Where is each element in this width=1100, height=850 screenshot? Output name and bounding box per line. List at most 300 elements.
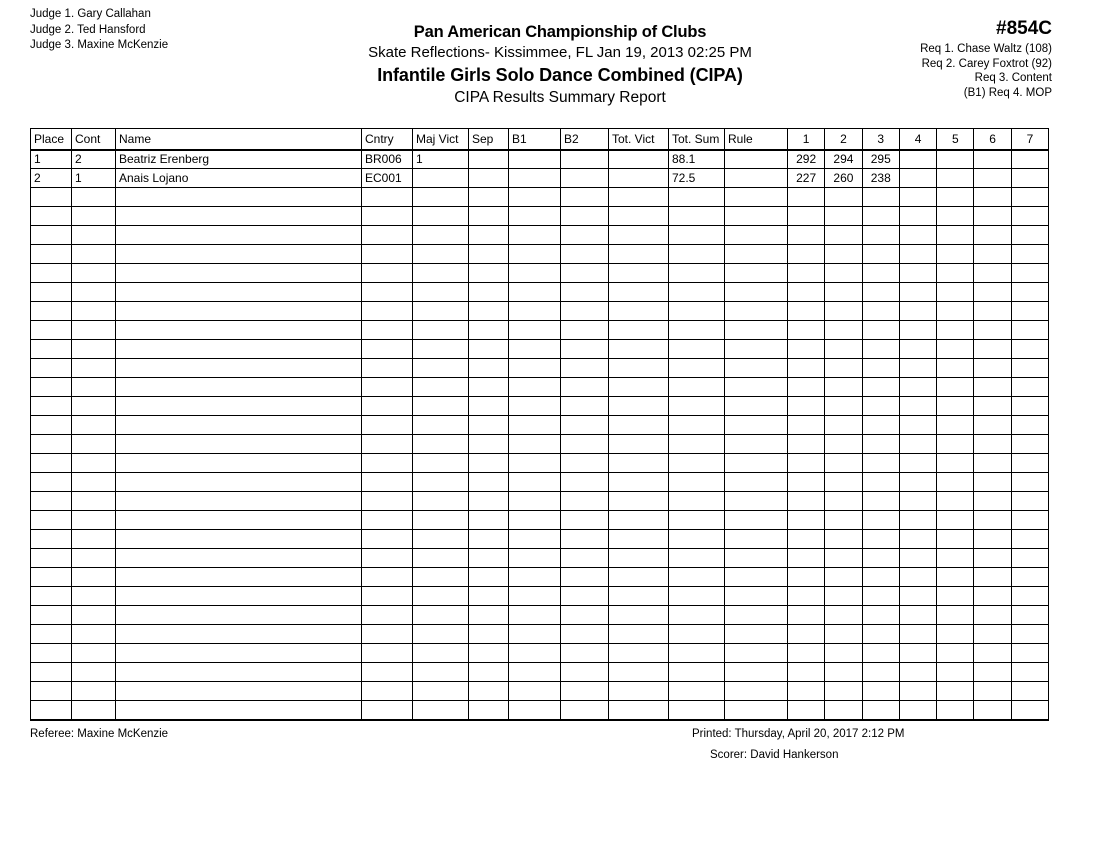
cell-empty <box>561 397 609 416</box>
cell-empty <box>725 511 788 530</box>
cell-empty <box>469 511 509 530</box>
cell-judge-4 <box>899 150 936 169</box>
cell-empty <box>116 340 362 359</box>
cell-empty <box>825 492 862 511</box>
cell-empty <box>561 663 609 682</box>
cell-empty <box>1011 340 1048 359</box>
cell-empty <box>116 188 362 207</box>
page-title: Infantile Girls Solo Dance Combined (CIPA) <box>377 65 743 85</box>
cell-empty <box>725 530 788 549</box>
cell-empty <box>362 359 413 378</box>
cell-judge-5 <box>937 150 974 169</box>
cell-empty <box>509 549 561 568</box>
cell-empty <box>362 340 413 359</box>
cell-empty <box>413 473 469 492</box>
column-header-name: Name <box>116 129 362 150</box>
cell-empty <box>561 701 609 720</box>
cell-empty <box>725 397 788 416</box>
cell-empty <box>469 207 509 226</box>
cell-empty <box>413 511 469 530</box>
cell-empty <box>974 435 1011 454</box>
cell-empty <box>937 530 974 549</box>
cell-empty <box>974 473 1011 492</box>
column-header-rule: Rule <box>725 129 788 150</box>
cell-empty <box>899 283 936 302</box>
cell-empty <box>899 378 936 397</box>
table-row-empty <box>31 283 1049 302</box>
cell-empty <box>1011 454 1048 473</box>
cell-empty <box>825 587 862 606</box>
cell-empty <box>862 188 899 207</box>
cell-empty <box>609 435 669 454</box>
cell-empty <box>413 226 469 245</box>
cell-empty <box>509 606 561 625</box>
cell-empty <box>509 359 561 378</box>
cell-empty <box>413 530 469 549</box>
cell-empty <box>1011 435 1048 454</box>
cell-empty <box>937 264 974 283</box>
judge-name: Gary Callahan <box>77 8 151 20</box>
cell-empty <box>825 226 862 245</box>
table-row-empty <box>31 625 1049 644</box>
cell-empty <box>825 416 862 435</box>
cell-empty <box>469 568 509 587</box>
cell-empty <box>669 682 725 701</box>
cell-empty <box>413 321 469 340</box>
table-row <box>31 150 1049 169</box>
cell-empty <box>669 454 725 473</box>
cell-empty <box>561 492 609 511</box>
cell-empty <box>362 302 413 321</box>
cell-empty <box>825 264 862 283</box>
cell-empty <box>509 435 561 454</box>
cell-empty <box>469 397 509 416</box>
cell-empty <box>362 397 413 416</box>
report-subtitle: CIPA Results Summary Report <box>454 89 666 106</box>
cell-judge-4 <box>899 169 936 188</box>
cell-empty <box>825 188 862 207</box>
cell-judge-2: 260 <box>825 169 862 188</box>
column-header-place: Place <box>31 129 72 150</box>
cell-empty <box>974 644 1011 663</box>
column-header-judge-6: 6 <box>974 129 1011 150</box>
column-header-judge-3: 3 <box>862 129 899 150</box>
cell-empty <box>413 283 469 302</box>
cell-b1 <box>509 169 561 188</box>
table-row-empty <box>31 226 1049 245</box>
cell-empty <box>669 473 725 492</box>
cell-empty <box>469 492 509 511</box>
cell-empty <box>899 188 936 207</box>
column-header-judge-4: 4 <box>899 129 936 150</box>
cell-empty <box>862 435 899 454</box>
cell-empty <box>725 701 788 720</box>
cell-empty <box>413 606 469 625</box>
table-body <box>31 150 1049 720</box>
cell-empty <box>974 625 1011 644</box>
cell-empty <box>116 530 362 549</box>
judge-name: Maxine McKenzie <box>77 39 169 51</box>
cell-empty <box>974 587 1011 606</box>
cell-empty <box>974 663 1011 682</box>
cell-empty <box>72 207 116 226</box>
cell-empty <box>362 625 413 644</box>
cell-cont: 1 <box>72 169 116 188</box>
cell-empty <box>469 644 509 663</box>
cell-empty <box>469 359 509 378</box>
cell-empty <box>413 587 469 606</box>
scorer-line: Scorer: David Hankerson <box>710 749 839 761</box>
title-block <box>250 22 870 108</box>
cell-empty <box>413 188 469 207</box>
column-header-b2: B2 <box>561 129 609 150</box>
cell-empty <box>561 682 609 701</box>
judge-entry-3 <box>30 38 168 54</box>
cell-empty <box>725 283 788 302</box>
cell-empty <box>609 454 669 473</box>
cell-empty <box>725 492 788 511</box>
table-row <box>31 169 1049 188</box>
cell-empty <box>116 435 362 454</box>
cell-empty <box>862 245 899 264</box>
cell-empty <box>669 302 725 321</box>
cell-empty <box>788 606 825 625</box>
cell-empty <box>31 416 72 435</box>
cell-empty <box>788 359 825 378</box>
cell-empty <box>413 416 469 435</box>
cell-empty <box>825 359 862 378</box>
cell-empty <box>561 416 609 435</box>
cell-empty <box>788 530 825 549</box>
cell-empty <box>72 606 116 625</box>
printed-timestamp: Printed: Thursday, April 20, 2017 2:12 PM <box>692 728 905 740</box>
cell-empty <box>788 492 825 511</box>
cell-empty <box>509 188 561 207</box>
cell-empty <box>937 245 974 264</box>
cell-empty <box>899 530 936 549</box>
cell-empty <box>509 568 561 587</box>
column-header-cntry: Cntry <box>362 129 413 150</box>
cell-empty <box>725 587 788 606</box>
cell-empty <box>509 416 561 435</box>
cell-empty <box>725 302 788 321</box>
table-row-empty <box>31 606 1049 625</box>
cell-empty <box>974 245 1011 264</box>
cell-empty <box>788 264 825 283</box>
cell-empty <box>469 340 509 359</box>
cell-empty <box>899 701 936 720</box>
cell-empty <box>725 568 788 587</box>
cell-empty <box>509 283 561 302</box>
cell-empty <box>974 340 1011 359</box>
cell-empty <box>561 549 609 568</box>
cell-empty <box>362 606 413 625</box>
cell-empty <box>469 549 509 568</box>
cell-empty <box>31 226 72 245</box>
cell-empty <box>116 587 362 606</box>
cell-empty <box>72 568 116 587</box>
table-row-empty <box>31 682 1049 701</box>
cell-empty <box>413 492 469 511</box>
cell-empty <box>825 625 862 644</box>
results-table <box>30 128 1049 721</box>
column-header-b1: B1 <box>509 129 561 150</box>
cell-empty <box>725 321 788 340</box>
requirement-item: (B1) Req 4. MOP <box>963 86 1052 99</box>
cell-empty <box>31 188 72 207</box>
cell-empty <box>31 625 72 644</box>
cell-empty <box>899 340 936 359</box>
cell-empty <box>509 226 561 245</box>
cell-empty <box>116 207 362 226</box>
cell-empty <box>72 701 116 720</box>
cell-empty <box>72 302 116 321</box>
cell-empty <box>862 587 899 606</box>
cell-empty <box>116 283 362 302</box>
cell-empty <box>825 473 862 492</box>
cell-empty <box>31 397 72 416</box>
table-row-empty <box>31 454 1049 473</box>
cell-empty <box>561 606 609 625</box>
cell-empty <box>362 454 413 473</box>
cell-empty <box>669 701 725 720</box>
cell-empty <box>561 625 609 644</box>
cell-empty <box>899 435 936 454</box>
cell-empty <box>788 245 825 264</box>
cell-empty <box>31 454 72 473</box>
cell-empty <box>937 207 974 226</box>
cell-empty <box>862 511 899 530</box>
cell-empty <box>669 625 725 644</box>
cell-empty <box>1011 568 1048 587</box>
cell-empty <box>469 473 509 492</box>
cell-empty <box>116 492 362 511</box>
cell-empty <box>561 359 609 378</box>
cell-empty <box>669 397 725 416</box>
cell-empty <box>31 530 72 549</box>
cell-empty <box>825 283 862 302</box>
cell-empty <box>509 625 561 644</box>
cell-empty <box>974 359 1011 378</box>
cell-place: 2 <box>31 169 72 188</box>
cell-empty <box>561 321 609 340</box>
cell-empty <box>561 435 609 454</box>
cell-empty <box>31 473 72 492</box>
cell-empty <box>362 245 413 264</box>
cell-empty <box>725 682 788 701</box>
cell-empty <box>561 587 609 606</box>
cell-b2 <box>561 150 609 169</box>
cell-empty <box>413 625 469 644</box>
cell-empty <box>862 359 899 378</box>
cell-empty <box>469 321 509 340</box>
cell-empty <box>509 378 561 397</box>
cell-empty <box>669 663 725 682</box>
cell-empty <box>72 340 116 359</box>
table-row-empty <box>31 644 1049 663</box>
cell-empty <box>937 226 974 245</box>
cell-empty <box>609 473 669 492</box>
cell-empty <box>937 378 974 397</box>
cell-name: Anais Lojano <box>116 169 362 188</box>
cell-empty <box>469 283 509 302</box>
cell-empty <box>788 397 825 416</box>
table-row-empty <box>31 492 1049 511</box>
cell-empty <box>669 511 725 530</box>
cell-empty <box>1011 663 1048 682</box>
cell-empty <box>937 644 974 663</box>
requirement-item: Req 3. Content <box>974 72 1052 85</box>
cell-empty <box>72 359 116 378</box>
cell-empty <box>974 606 1011 625</box>
judge-name: Ted Hansford <box>77 23 146 36</box>
requirement-item: Req 1. Chase Waltz (108) <box>920 43 1052 55</box>
cell-empty <box>116 625 362 644</box>
cell-tot-sum: 88.1 <box>669 150 725 169</box>
cell-empty <box>862 283 899 302</box>
cell-empty <box>609 264 669 283</box>
cell-empty <box>937 568 974 587</box>
cell-empty <box>725 264 788 283</box>
cell-empty <box>509 245 561 264</box>
cell-empty <box>825 397 862 416</box>
cell-empty <box>1011 226 1048 245</box>
cell-maj-vict <box>413 169 469 188</box>
cell-empty <box>72 245 116 264</box>
cell-empty <box>609 701 669 720</box>
cell-empty <box>72 663 116 682</box>
cell-empty <box>788 435 825 454</box>
cell-empty <box>31 511 72 530</box>
cell-empty <box>899 606 936 625</box>
cell-empty <box>561 530 609 549</box>
cell-empty <box>788 644 825 663</box>
cell-empty <box>116 701 362 720</box>
event-title: Pan American Championship of Clubs <box>413 23 707 41</box>
cell-empty <box>669 587 725 606</box>
table-row-empty <box>31 587 1049 606</box>
cell-empty <box>362 511 413 530</box>
cell-empty <box>362 188 413 207</box>
cell-empty <box>788 682 825 701</box>
cell-empty <box>1011 682 1048 701</box>
judge-panel <box>30 7 168 54</box>
cell-empty <box>899 568 936 587</box>
cell-empty <box>509 663 561 682</box>
cell-empty <box>469 226 509 245</box>
cell-empty <box>788 663 825 682</box>
cell-empty <box>31 340 72 359</box>
cell-empty <box>1011 321 1048 340</box>
cell-empty <box>937 549 974 568</box>
cell-empty <box>825 321 862 340</box>
cell-empty <box>862 492 899 511</box>
cell-empty <box>725 359 788 378</box>
cell-empty <box>825 245 862 264</box>
cell-empty <box>72 397 116 416</box>
cell-empty <box>937 416 974 435</box>
cell-empty <box>362 587 413 606</box>
cell-empty <box>31 283 72 302</box>
cell-empty <box>509 587 561 606</box>
cell-empty <box>899 416 936 435</box>
cell-empty <box>362 207 413 226</box>
cell-judge-1: 227 <box>788 169 825 188</box>
cell-empty <box>469 264 509 283</box>
cell-empty <box>1011 492 1048 511</box>
cell-empty <box>937 606 974 625</box>
cell-cntry: BR006 <box>362 150 413 169</box>
cell-tot-vict <box>609 150 669 169</box>
cell-empty <box>561 473 609 492</box>
table-row-empty <box>31 549 1049 568</box>
cell-empty <box>862 378 899 397</box>
report-header <box>0 0 1100 122</box>
judge-label: Judge <box>30 8 62 20</box>
cell-empty <box>825 207 862 226</box>
cell-empty <box>669 416 725 435</box>
cell-empty <box>788 302 825 321</box>
column-header-maj-vict: Maj Vict <box>413 129 469 150</box>
cell-empty <box>937 587 974 606</box>
cell-empty <box>899 226 936 245</box>
cell-empty <box>116 454 362 473</box>
cell-empty <box>788 473 825 492</box>
cell-empty <box>788 568 825 587</box>
cell-empty <box>788 321 825 340</box>
cell-empty <box>862 302 899 321</box>
cell-empty <box>609 587 669 606</box>
cell-empty <box>609 682 669 701</box>
judge-number: 2. <box>64 23 75 36</box>
cell-empty <box>1011 606 1048 625</box>
cell-empty <box>72 378 116 397</box>
cell-empty <box>725 663 788 682</box>
column-header-tot-vict: Tot. Vict <box>609 129 669 150</box>
cell-empty <box>1011 397 1048 416</box>
cell-empty <box>1011 587 1048 606</box>
cell-empty <box>862 606 899 625</box>
table-header-row <box>31 129 1049 150</box>
cell-empty <box>1011 644 1048 663</box>
cell-empty <box>31 378 72 397</box>
cell-empty <box>788 378 825 397</box>
cell-empty <box>469 416 509 435</box>
cell-empty <box>669 568 725 587</box>
cell-empty <box>825 701 862 720</box>
cell-empty <box>509 701 561 720</box>
cell-empty <box>862 207 899 226</box>
cell-empty <box>669 264 725 283</box>
cell-empty <box>609 207 669 226</box>
cell-b1 <box>509 150 561 169</box>
cell-empty <box>937 473 974 492</box>
cell-empty <box>669 549 725 568</box>
cell-empty <box>974 321 1011 340</box>
cell-empty <box>825 682 862 701</box>
cell-empty <box>469 587 509 606</box>
cell-empty <box>609 530 669 549</box>
table-row-empty <box>31 568 1049 587</box>
table-row-empty <box>31 663 1049 682</box>
table-row-empty <box>31 359 1049 378</box>
cell-empty <box>899 625 936 644</box>
cell-empty <box>72 188 116 207</box>
cell-empty <box>974 226 1011 245</box>
cell-empty <box>669 226 725 245</box>
cell-empty <box>862 549 899 568</box>
cell-empty <box>725 226 788 245</box>
